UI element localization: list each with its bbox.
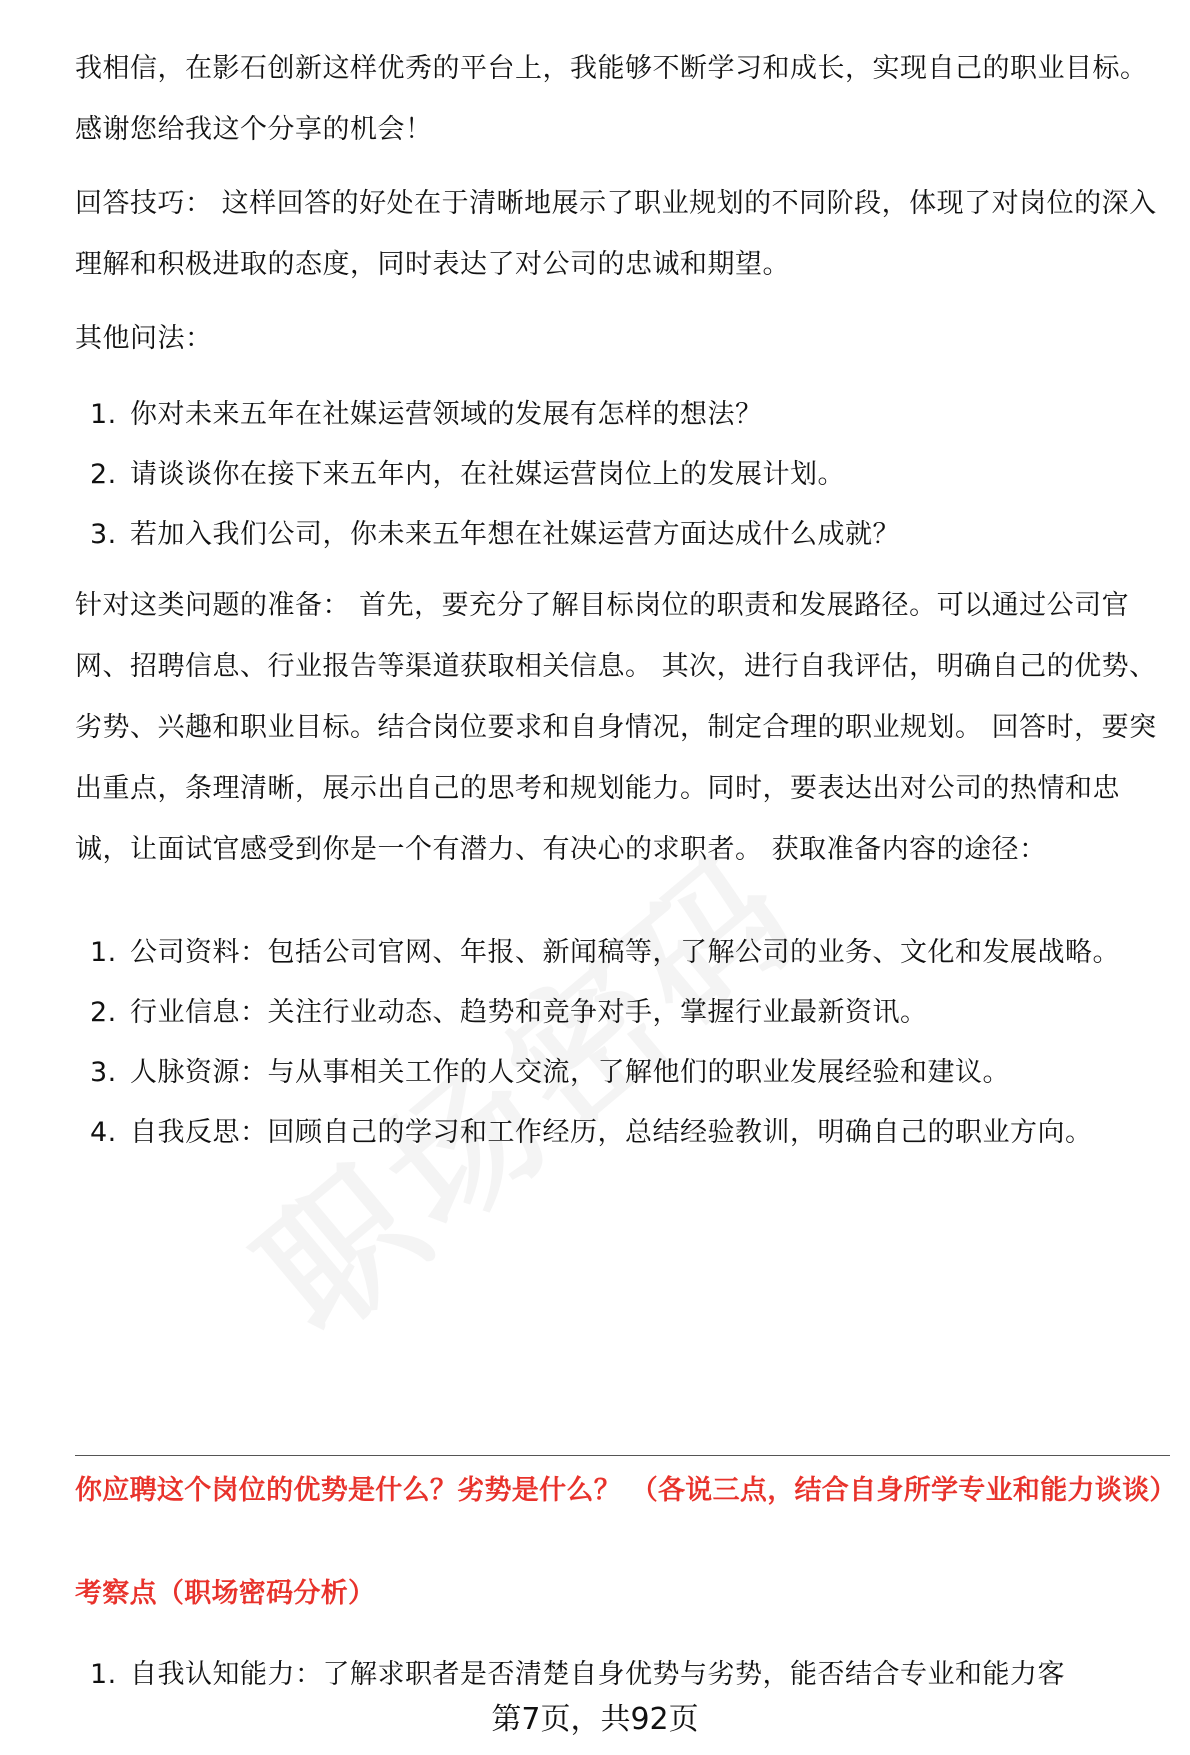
list-item: 3. 若加入我们公司，你未来五年想在社媒运营方面达成什么成就？ bbox=[90, 519, 900, 550]
preparation-sources-list bbox=[75, 923, 1170, 1163]
paragraph-answer-tip: 回答技巧： 这样回答的好处在于清晰地展示了职业规划的不同阶段，体现了对岗位的深入理解和积极进取的态度，同时表达了对公司的忠诚和期望。 bbox=[75, 188, 1157, 280]
list-item: 1. 公司资料：包括公司官网、年报、新闻稿等，了解公司的业务、文化和发展战略。 bbox=[90, 937, 1120, 968]
paragraph-other-questions-label: 其他问法： bbox=[75, 323, 213, 354]
paragraph-closing: 我相信，在影石创新这样优秀的平台上，我能够不断学习和成长，实现自己的职业目标。感谢您给我这个分享的机会！ bbox=[75, 53, 1148, 145]
list-item: 3. 人脉资源：与从事相关工作的人交流，了解他们的职业发展经验和建议。 bbox=[90, 1057, 1010, 1088]
list-item: 1. 自我认知能力：了解求职者是否清楚自身优势与劣势，能否结合专业和能力客 bbox=[90, 1659, 1065, 1690]
section-divider bbox=[75, 1455, 1170, 1456]
list-item: 2. 请谈谈你在接下来五年内，在社媒运营岗位上的发展计划。 bbox=[90, 459, 845, 490]
analysis-subheading: 考察点（职场密码分析） bbox=[75, 1578, 376, 1609]
paragraph-preparation: 针对这类问题的准备： 首先，要充分了解目标岗位的职责和发展路径。可以通过公司官网、招聘信息、行业报告等渠道获取相关信息。 其次，进行自我评估，明确自己的优势、劣势、兴趣和职业目标。结合岗位要求和自身情况，制定合理的职业规划。 回答时，要突出重点，条理清晰，展示出自己的思考和规划能力。同时，要表达出对公司的热情和忠诚，让面试官感受到你是一个有潜力、有决心的求职者。 获取准备内容的途径： bbox=[75, 590, 1157, 865]
list-item: 2. 行业信息：关注行业动态、趋势和竞争对手，掌握行业最新资讯。 bbox=[90, 997, 928, 1028]
question-heading: 你应聘这个岗位的优势是什么？劣势是什么？ （各说三点，结合自身所学专业和能力谈谈） bbox=[75, 1475, 1177, 1506]
list-item: 4. 自我反思：回顾自己的学习和工作经历，总结经验教训，明确自己的职业方向。 bbox=[90, 1117, 1093, 1148]
analysis-points-list bbox=[75, 1645, 1170, 1705]
page-footer: 第7页，共92页 bbox=[491, 1702, 699, 1737]
list-item: 1. 你对未来五年在社媒运营领域的发展有怎样的想法？ bbox=[90, 399, 763, 430]
other-questions-list bbox=[75, 385, 1170, 565]
